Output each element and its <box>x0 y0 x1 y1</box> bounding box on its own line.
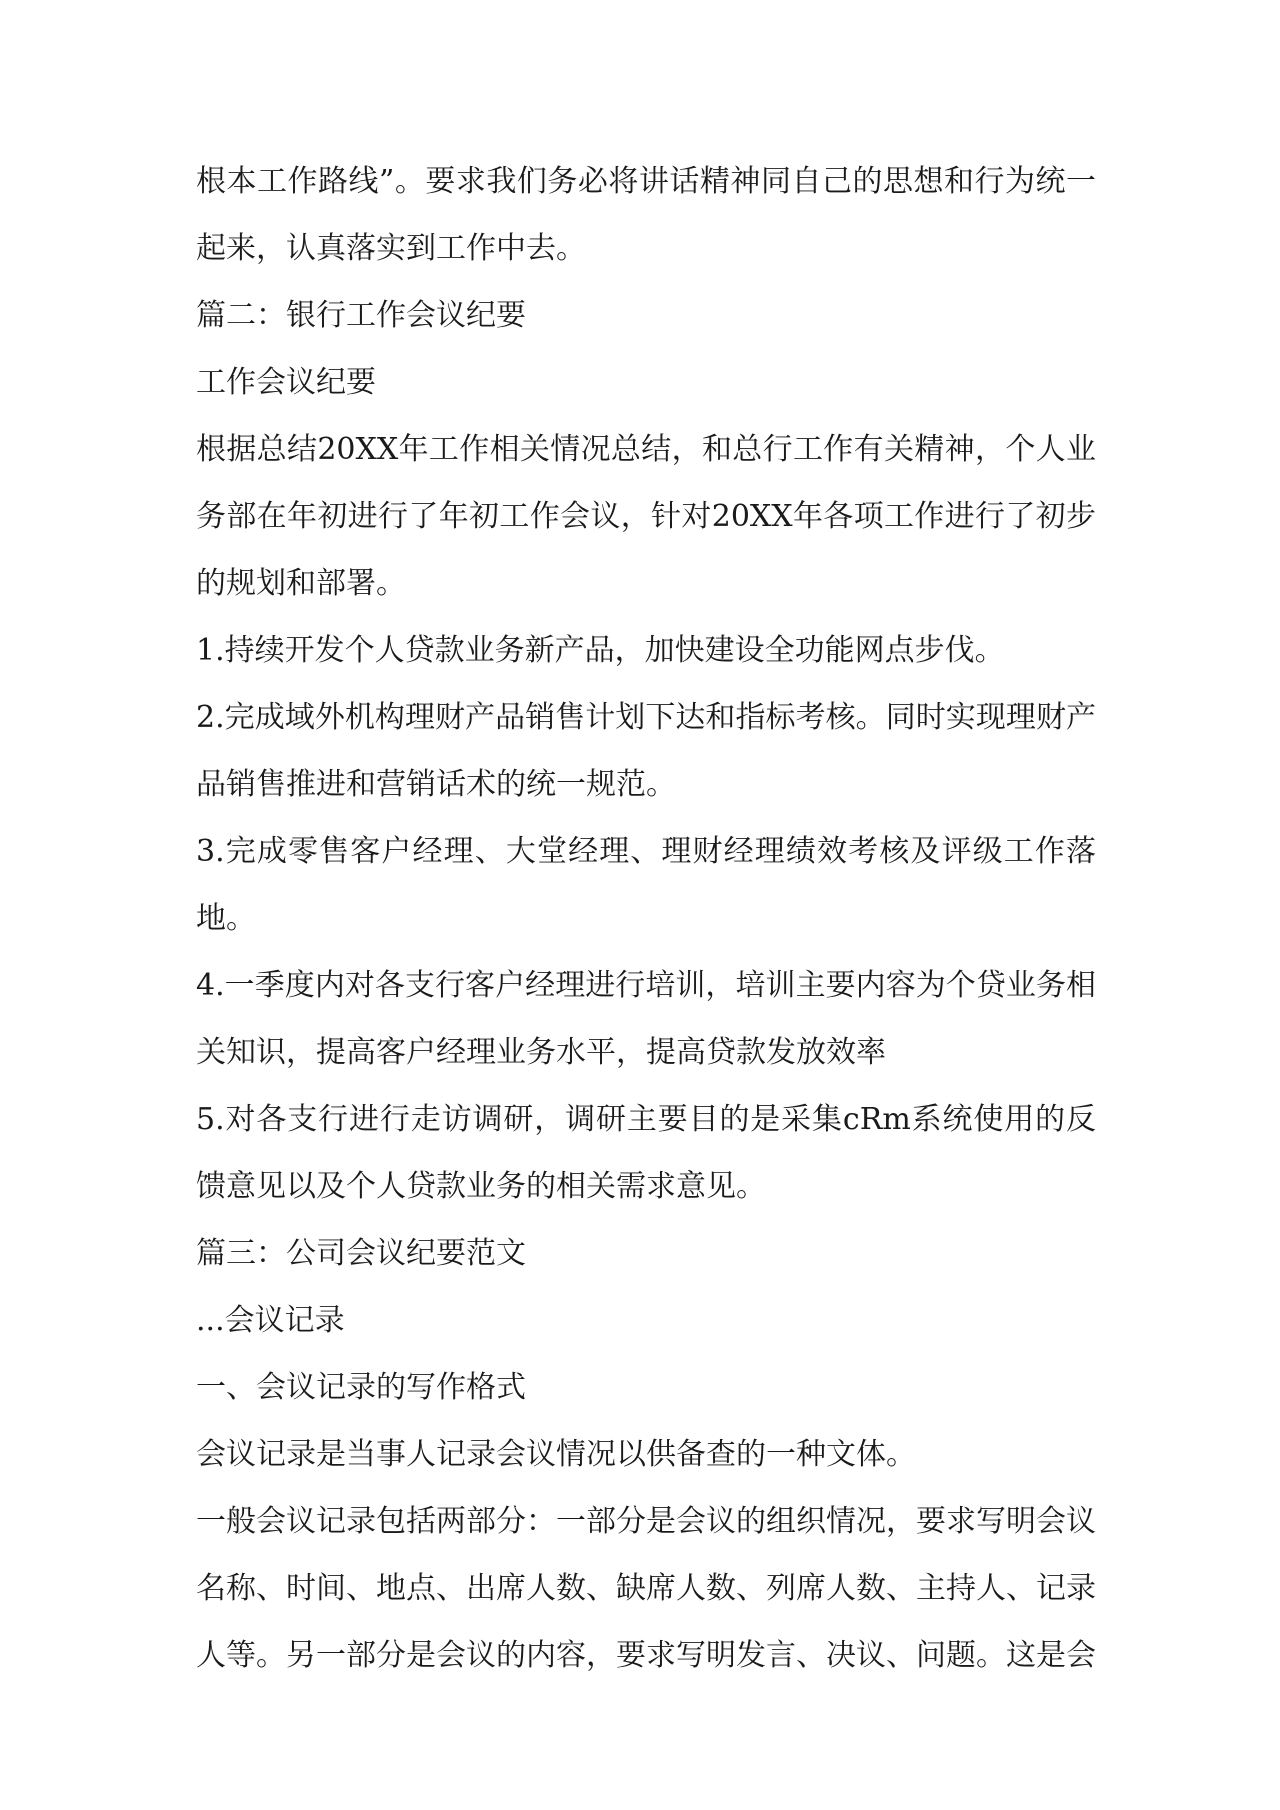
list-item-5: 5.对各支行进行走访调研，调研主要目的是采集cRm系统使用的反馈意见以及个人贷款业务的相关需求意见。 <box>196 1102 1096 1204</box>
subheading-meeting-minutes: 工作会议纪要 <box>196 365 376 400</box>
subheading-meeting-record: ...会议记录 <box>196 1303 345 1338</box>
paragraph-structure: 一般会议记录包括两部分：一部分是会议的组织情况，要求写明会议名称、时间、地点、出席人数、缺席人数、列席人数、主持人、记录人等。另一部分是会议的内容，要求写明发言、决议、问题。这是会 <box>196 1504 1096 1673</box>
document-body <box>196 148 1096 1689</box>
subheading-writing-format: 一、会议记录的写作格式 <box>196 1370 526 1405</box>
list-item-2: 2.完成域外机构理财产品销售计划下达和指标考核。同时实现理财产品销售推进和营销话术的统一规范。 <box>196 700 1096 802</box>
paragraph-summary: 根据总结20XX年工作相关情况总结，和总行工作有关精神，个人业务部在年初进行了年初工作会议，针对20XX年各项工作进行了初步的规划和部署。 <box>196 432 1096 601</box>
list-item-1: 1.持续开发个人贷款业务新产品，加快建设全功能网点步伐。 <box>196 633 1005 668</box>
list-item-4: 4.一季度内对各支行客户经理进行培训，培训主要内容为个贷业务相关知识，提高客户经理业务水平，提高贷款发放效率 <box>196 968 1096 1070</box>
section-heading-part-two: 篇二：银行工作会议纪要 <box>196 298 526 333</box>
list-item-3: 3.完成零售客户经理、大堂经理、理财经理绩效考核及评级工作落地。 <box>196 834 1096 936</box>
section-heading-part-three: 篇三：公司会议纪要范文 <box>196 1236 526 1271</box>
paragraph-intro-continuation: 根本工作路线”。要求我们务必将讲话精神同自己的思想和行为统一起来，认真落实到工作中去。 <box>196 164 1096 266</box>
paragraph-definition: 会议记录是当事人记录会议情况以供备查的一种文体。 <box>196 1437 916 1472</box>
